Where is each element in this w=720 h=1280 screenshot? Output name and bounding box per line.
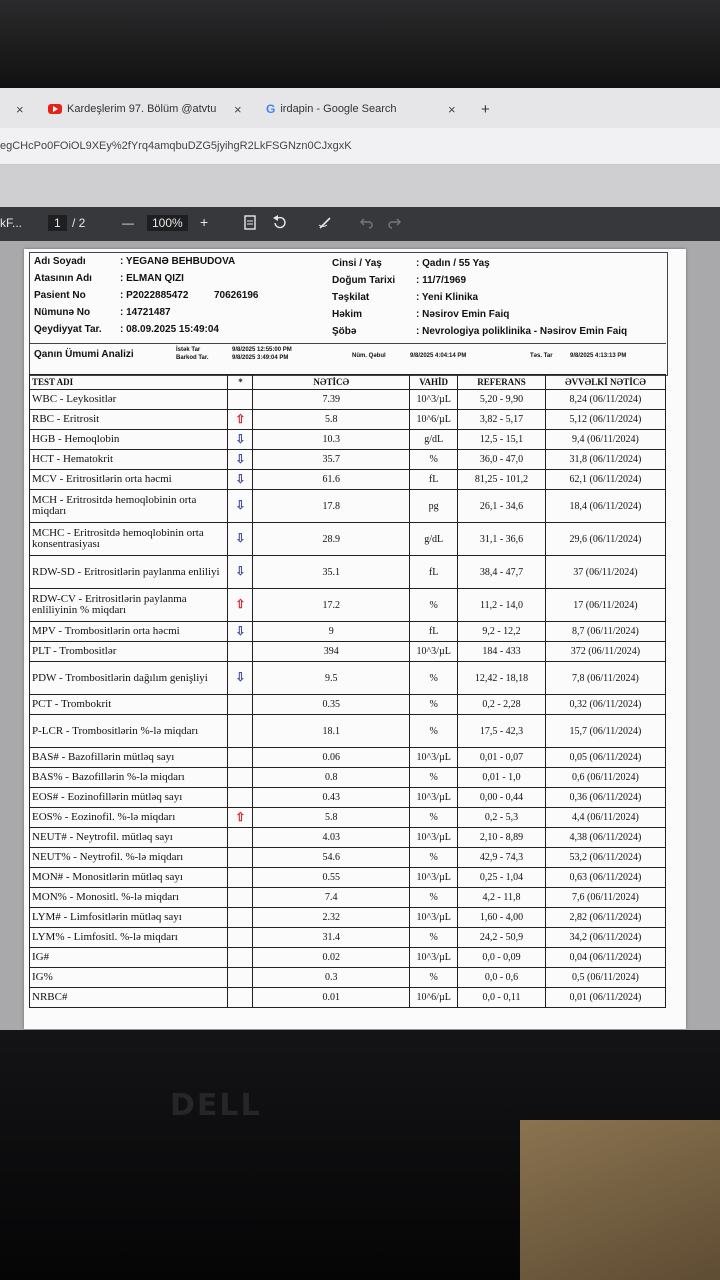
sex-age: : Qadın / 55 Yaş [416, 258, 490, 269]
result-cell: 0.3 [253, 968, 410, 988]
name-label: Adı Soyadı [34, 256, 86, 267]
flag-cell [228, 715, 253, 748]
close-icon[interactable]: × [234, 101, 242, 117]
dob: : 11/7/1969 [416, 275, 467, 286]
flag-cell [228, 848, 253, 868]
test-name-cell: MCV - Eritrositlərin orta həcmi [30, 470, 228, 490]
fit-page-icon[interactable] [244, 215, 256, 233]
test-name-cell: RDW-CV - Eritrositlərin paylanma enliliyinin % miqdarı [30, 589, 228, 622]
test-name-cell: RDW-SD - Eritrositlərin paylanma enliliyi [30, 556, 228, 589]
organization-label: Təşkilat [332, 292, 370, 303]
previous-result-cell: 0,05 (06/11/2024) [545, 748, 665, 768]
unit-cell: 10^3/µL [410, 948, 458, 968]
barcode-date-label: Barkod Tar. [176, 355, 209, 361]
reference-cell: 184 - 433 [458, 642, 546, 662]
monitor-logo: DELL [170, 1088, 262, 1123]
unit-cell: % [410, 589, 458, 622]
reference-cell: 0,25 - 1,04 [458, 868, 546, 888]
previous-result-cell: 17 (06/11/2024) [545, 589, 665, 622]
test-name-cell: NRBC# [30, 988, 228, 1008]
table-row [30, 490, 666, 523]
arrow-up-icon: ⇧ [235, 597, 246, 611]
plus-icon[interactable]: + [200, 214, 209, 230]
previous-result-cell: 15,7 (06/11/2024) [545, 715, 665, 748]
reference-cell: 0,0 - 0,09 [458, 948, 546, 968]
flag-cell [228, 642, 253, 662]
reference-cell: 1,60 - 4,00 [458, 908, 546, 928]
unit-cell: 10^6/µL [410, 410, 458, 430]
reference-cell: 0,01 - 1,0 [458, 768, 546, 788]
flag-cell [228, 470, 253, 490]
arrow-down-icon: ⇩ [235, 564, 246, 578]
reference-cell: 12,42 - 18,18 [458, 662, 546, 695]
unit-cell: % [410, 695, 458, 715]
reference-cell: 17,5 - 42,3 [458, 715, 546, 748]
flag-cell [228, 908, 253, 928]
desk-surface [520, 1120, 720, 1280]
sex-age-label: Cinsi / Yaş [332, 258, 382, 269]
undo-icon[interactable] [360, 216, 373, 232]
close-icon[interactable]: × [16, 101, 24, 117]
page-count: / 2 [72, 216, 86, 230]
previous-result-cell: 62,1 (06/11/2024) [545, 470, 665, 490]
test-name-cell: WBC - Leykositlər [30, 390, 228, 410]
tab-google[interactable] [266, 94, 466, 124]
column-header-test: TEST ADI [30, 375, 228, 390]
result-cell: 0.43 [253, 788, 410, 808]
test-name-cell: IG# [30, 948, 228, 968]
result-cell: 61.6 [253, 470, 410, 490]
flag-cell [228, 768, 253, 788]
result-cell: 5.8 [253, 808, 410, 828]
monitor-bezel-top [0, 0, 720, 88]
tab-youtube[interactable] [48, 94, 242, 124]
reference-cell: 38,4 - 47,7 [458, 556, 546, 589]
reference-cell: 5,20 - 9,90 [458, 390, 546, 410]
pdf-viewer[interactable] [0, 241, 720, 1030]
result-cell: 17.2 [253, 589, 410, 622]
test-name-cell: P-LCR - Trombositlərin %-lə miqdarı [30, 715, 228, 748]
result-cell: 0.01 [253, 988, 410, 1008]
previous-result-cell: 31,8 (06/11/2024) [545, 450, 665, 470]
flag-cell [228, 490, 253, 523]
organization: : Yeni Klinika [416, 292, 479, 303]
test-name-cell: EOS# - Eozinofillərin mütləq sayı [30, 788, 228, 808]
unit-cell: fL [410, 470, 458, 490]
reference-cell: 0,00 - 0,44 [458, 788, 546, 808]
unit-cell: % [410, 768, 458, 788]
reference-cell: 3,82 - 5,17 [458, 410, 546, 430]
reference-cell: 36,0 - 47,0 [458, 450, 546, 470]
arrow-down-icon: ⇩ [235, 531, 246, 545]
table-row [30, 430, 666, 450]
result-cell: 17.8 [253, 490, 410, 523]
result-cell: 10.3 [253, 430, 410, 450]
previous-result-cell: 0,01 (06/11/2024) [545, 988, 665, 1008]
flag-cell [228, 430, 253, 450]
test-name-cell: HGB - Hemoqlobin [30, 430, 228, 450]
column-header-unit: VAHİD [410, 375, 458, 390]
flag-cell [228, 748, 253, 768]
reference-cell: 42,9 - 74,3 [458, 848, 546, 868]
table-row [30, 768, 666, 788]
unit-cell: g/dL [410, 523, 458, 556]
arrow-up-icon: ⇧ [235, 411, 246, 426]
flag-cell [228, 450, 253, 470]
arrow-up-icon: ⇧ [235, 809, 246, 824]
department: : Nevrologiya poliklinika - Nəsirov Emin Faiq [416, 326, 628, 337]
flag-cell [228, 868, 253, 888]
column-header-reference: REFERANS [458, 375, 546, 390]
reference-cell: 31,1 - 36,6 [458, 523, 546, 556]
previous-result-cell: 7,6 (06/11/2024) [545, 888, 665, 908]
test-name-cell: MON# - Monositlərin mütləq sayı [30, 868, 228, 888]
test-name-cell: IG% [30, 968, 228, 988]
previous-result-cell: 2,82 (06/11/2024) [545, 908, 665, 928]
previous-result-cell: 9,4 (06/11/2024) [545, 430, 665, 450]
test-name-cell: LYM# - Limfositlərin mütləq sayı [30, 908, 228, 928]
table-row [30, 968, 666, 988]
result-cell: 0.8 [253, 768, 410, 788]
new-tab-icon[interactable]: + [481, 100, 490, 118]
previous-result-cell: 4,4 (06/11/2024) [545, 808, 665, 828]
result-cell: 31.4 [253, 928, 410, 948]
flag-cell [228, 948, 253, 968]
flag-cell [228, 390, 253, 410]
result-cell: 0.02 [253, 948, 410, 968]
test-name-cell: PCT - Trombokrit [30, 695, 228, 715]
previous-result-cell: 372 (06/11/2024) [545, 642, 665, 662]
result-cell: 5.8 [253, 410, 410, 430]
flag-cell [228, 589, 253, 622]
previous-result-cell: 4,38 (06/11/2024) [545, 828, 665, 848]
unit-cell: 10^3/µL [410, 642, 458, 662]
flag-cell [228, 928, 253, 948]
pdf-page [24, 249, 686, 1029]
column-header-result: NƏTİCƏ [253, 375, 410, 390]
flag-cell [228, 808, 253, 828]
youtube-icon [48, 104, 62, 114]
test-name-cell: PLT - Trombositlər [30, 642, 228, 662]
flag-cell [228, 556, 253, 589]
previous-result-cell: 0,63 (06/11/2024) [545, 868, 665, 888]
arrow-down-icon: ⇩ [235, 670, 246, 684]
flag-cell [228, 828, 253, 848]
test-name-cell: NEUT% - Neytrofil. %-lə miqdarı [30, 848, 228, 868]
father-label: Atasının Adı [34, 273, 92, 284]
page-number-input[interactable]: 1 [48, 215, 67, 231]
previous-result-cell: 34,2 (06/11/2024) [545, 928, 665, 948]
previous-result-cell: 0,36 (06/11/2024) [545, 788, 665, 808]
pdf-toolbar [0, 207, 720, 241]
unit-cell: 10^3/µL [410, 748, 458, 768]
rotate-icon[interactable] [272, 215, 287, 233]
table-row [30, 662, 666, 695]
result-cell: 4.03 [253, 828, 410, 848]
unit-cell: pg [410, 490, 458, 523]
table-row [30, 556, 666, 589]
confirm-date-label: Təs. Tar [530, 353, 553, 359]
draw-icon[interactable] [318, 215, 333, 233]
reference-cell: 24,2 - 50,9 [458, 928, 546, 948]
registration-date: : 08.09.2025 15:49:04 [120, 324, 219, 335]
table-row [30, 788, 666, 808]
reference-cell: 9,2 - 12,2 [458, 622, 546, 642]
table-row [30, 988, 666, 1008]
flag-cell [228, 888, 253, 908]
patient-id-label: Pasient No [34, 290, 86, 301]
url-text: egCHcPo0FOiOL9XEy%2fYrq4amqbuDZG5jyihgR2LkFSGNzn0CJxgxK [0, 140, 352, 152]
previous-result-cell: 8,24 (06/11/2024) [545, 390, 665, 410]
column-header-flag: * [228, 375, 253, 390]
flag-cell [228, 662, 253, 695]
table-row [30, 908, 666, 928]
unit-cell: % [410, 662, 458, 695]
test-name-cell: MON% - Monositl. %-lə miqdarı [30, 888, 228, 908]
table-row [30, 808, 666, 828]
table-row [30, 390, 666, 410]
result-cell: 394 [253, 642, 410, 662]
table-row [30, 622, 666, 642]
flag-cell [228, 968, 253, 988]
table-row [30, 589, 666, 622]
unit-cell: % [410, 888, 458, 908]
doctor: : Nəsirov Emin Faiq [416, 309, 510, 320]
patient-id-extra: 70626196 [214, 290, 259, 301]
previous-result-cell: 29,6 (06/11/2024) [545, 523, 665, 556]
unit-cell: g/dL [410, 430, 458, 450]
previous-result-cell: 0,5 (06/11/2024) [545, 968, 665, 988]
result-cell: 9.5 [253, 662, 410, 695]
previous-result-cell: 18,4 (06/11/2024) [545, 490, 665, 523]
result-cell: 35.1 [253, 556, 410, 589]
previous-result-cell: 0,32 (06/11/2024) [545, 695, 665, 715]
reference-cell: 2,10 - 8,89 [458, 828, 546, 848]
reference-cell: 26,1 - 34,6 [458, 490, 546, 523]
table-row [30, 410, 666, 430]
result-cell: 18.1 [253, 715, 410, 748]
test-name-cell: HCT - Hematokrit [30, 450, 228, 470]
tab-title: Kardeşlerim 97. Bölüm @atvtu [67, 103, 217, 115]
table-row [30, 695, 666, 715]
column-header-previous: ƏVVƏLKİ NƏTİCƏ [545, 375, 665, 390]
flag-cell [228, 695, 253, 715]
sample-label: Nümunə No [34, 307, 91, 318]
previous-result-cell: 0,6 (06/11/2024) [545, 768, 665, 788]
result-cell: 28.9 [253, 523, 410, 556]
bookmarks-area [0, 165, 720, 207]
department-label: Şöbə [332, 326, 357, 337]
address-bar[interactable] [0, 128, 720, 165]
close-icon[interactable]: × [448, 101, 456, 117]
dob-label: Doğum Tarixi [332, 275, 396, 286]
unit-cell: fL [410, 556, 458, 589]
unit-cell: % [410, 450, 458, 470]
reference-cell: 0,0 - 0,11 [458, 988, 546, 1008]
header-divider [29, 343, 666, 344]
google-icon: G [266, 102, 276, 116]
tab-title: irdapin - Google Search [280, 103, 397, 115]
tab-pdf[interactable] [16, 94, 24, 124]
unit-cell: 10^3/µL [410, 868, 458, 888]
result-cell: 2.32 [253, 908, 410, 928]
reference-cell: 12,5 - 15,1 [458, 430, 546, 450]
previous-result-cell: 0,04 (06/11/2024) [545, 948, 665, 968]
accept-date: 9/8/2025 4:04:14 PM [410, 353, 467, 359]
test-name-cell: BAS# - Bazofillərin mütləq sayı [30, 748, 228, 768]
patient-name: : YEGANƏ BEHBUDOVA [120, 256, 236, 267]
unit-cell: 10^3/µL [410, 390, 458, 410]
table-row [30, 848, 666, 868]
tab-bar [0, 88, 720, 128]
arrow-down-icon: ⇩ [235, 451, 246, 466]
redo-icon[interactable] [388, 216, 401, 232]
table-row [30, 470, 666, 490]
arrow-down-icon: ⇩ [235, 471, 246, 486]
result-cell: 0.06 [253, 748, 410, 768]
unit-cell: 10^3/µL [410, 788, 458, 808]
previous-result-cell: 53,2 (06/11/2024) [545, 848, 665, 868]
table-row [30, 868, 666, 888]
zoom-input[interactable]: 100% [147, 215, 188, 231]
previous-result-cell: 7,8 (06/11/2024) [545, 662, 665, 695]
doctor-label: Həkim [332, 309, 363, 320]
barcode-date: 9/8/2025 3:49:04 PM [232, 355, 289, 361]
flag-cell [228, 410, 253, 430]
section-title: Qanın Ümumi Analizi [34, 349, 134, 360]
unit-cell: 10^3/µL [410, 828, 458, 848]
father-name: : ELMAN QIZI [120, 273, 184, 284]
result-cell: 0.35 [253, 695, 410, 715]
test-name-cell: BAS% - Bazofillərin %-lə miqdarı [30, 768, 228, 788]
result-cell: 35.7 [253, 450, 410, 470]
results-table [29, 374, 666, 1008]
request-date: 9/8/2025 12:55:00 PM [232, 347, 292, 353]
table-row [30, 948, 666, 968]
accept-date-label: Nüm. Qəbul [352, 353, 386, 359]
arrow-down-icon: ⇩ [235, 623, 246, 638]
test-name-cell: EOS% - Eozinofil. %-lə miqdarı [30, 808, 228, 828]
reference-cell: 0,01 - 0,07 [458, 748, 546, 768]
unit-cell: % [410, 848, 458, 868]
minus-icon[interactable]: — [122, 216, 134, 230]
unit-cell: fL [410, 622, 458, 642]
unit-cell: % [410, 968, 458, 988]
table-row [30, 642, 666, 662]
test-name-cell: NEUT# - Neytrofil. mütləq sayı [30, 828, 228, 848]
arrow-down-icon: ⇩ [235, 431, 246, 446]
result-cell: 9 [253, 622, 410, 642]
previous-result-cell: 5,12 (06/11/2024) [545, 410, 665, 430]
test-name-cell: MPV - Trombositlərin orta həcmi [30, 622, 228, 642]
unit-cell: % [410, 928, 458, 948]
pdf-file-name: kF... [0, 216, 23, 230]
result-cell: 0.55 [253, 868, 410, 888]
previous-result-cell: 8,7 (06/11/2024) [545, 622, 665, 642]
table-row [30, 828, 666, 848]
test-name-cell: MCH - Eritrositdə hemoqlobinin orta miqdarı [30, 490, 228, 523]
table-row [30, 523, 666, 556]
patient-id: : P2022885472 [120, 290, 189, 301]
previous-result-cell: 37 (06/11/2024) [545, 556, 665, 589]
flag-cell [228, 788, 253, 808]
table-row [30, 928, 666, 948]
test-name-cell: RBC - Eritrosit [30, 410, 228, 430]
request-date-label: İstək Tar [176, 347, 201, 353]
table-row [30, 748, 666, 768]
result-cell: 7.4 [253, 888, 410, 908]
reference-cell: 0,0 - 0,6 [458, 968, 546, 988]
arrow-down-icon: ⇩ [235, 498, 246, 512]
flag-cell [228, 988, 253, 1008]
flag-cell [228, 622, 253, 642]
reference-cell: 11,2 - 14,0 [458, 589, 546, 622]
test-name-cell: LYM% - Limfositl. %-lə miqdarı [30, 928, 228, 948]
reference-cell: 4,2 - 11,8 [458, 888, 546, 908]
unit-cell: % [410, 808, 458, 828]
table-row [30, 715, 666, 748]
confirm-date: 9/8/2025 4:13:13 PM [570, 353, 627, 359]
result-cell: 54.6 [253, 848, 410, 868]
table-row [30, 450, 666, 470]
result-cell: 7.39 [253, 390, 410, 410]
sample-number: : 14721487 [120, 307, 171, 318]
test-name-cell: MCHC - Eritrositdə hemoqlobinin orta konsentrasiyası [30, 523, 228, 556]
flag-cell [228, 523, 253, 556]
table-row [30, 888, 666, 908]
unit-cell: 10^3/µL [410, 908, 458, 928]
reference-cell: 81,25 - 101,2 [458, 470, 546, 490]
unit-cell: 10^6/µL [410, 988, 458, 1008]
reference-cell: 0,2 - 2,28 [458, 695, 546, 715]
browser-window [0, 88, 720, 1030]
registration-label: Qeydiyyat Tar. [34, 324, 102, 335]
reference-cell: 0,2 - 5,3 [458, 808, 546, 828]
unit-cell: % [410, 715, 458, 748]
table-header-row [30, 375, 666, 390]
test-name-cell: PDW - Trombositlərin dağılım genişliyi [30, 662, 228, 695]
